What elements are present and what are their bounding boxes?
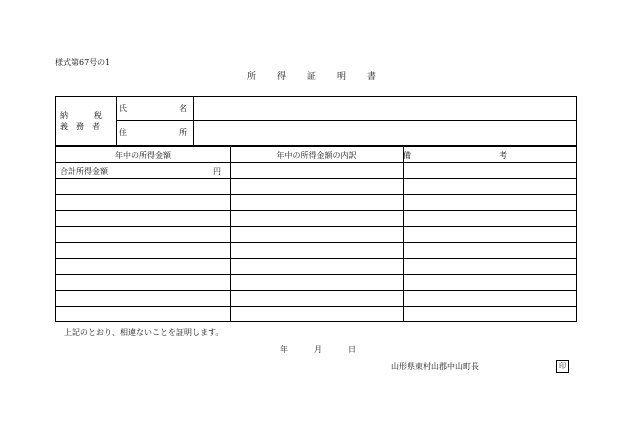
table-row [56, 306, 576, 307]
divider [116, 120, 576, 121]
name-label: 氏名 [119, 104, 239, 113]
taxpayer-label-line1: 納税 [60, 111, 128, 120]
seal-stamp: 印 [556, 360, 569, 373]
address-label: 住所 [119, 128, 239, 137]
column-header-remarks: 備考 [403, 151, 595, 160]
document-title: 所得証明書 [247, 72, 398, 82]
date-line: 年月日 [280, 345, 382, 354]
column-divider [403, 147, 404, 321]
divider [116, 97, 117, 145]
certification-text: 上記のとおり、相違ないことを証明します。 [64, 328, 224, 337]
column-header-income: 年中の所得金額 [115, 151, 171, 160]
issuer-name: 山形県東村山郡中山町長 [391, 362, 479, 371]
table-row [56, 242, 576, 243]
taxpayer-label-line2: 義務者 [60, 122, 108, 131]
table-row [56, 290, 576, 291]
table-row [56, 258, 576, 259]
taxpayer-box [55, 96, 577, 146]
total-income-label: 合計所得金額 [60, 167, 108, 176]
table-row [56, 274, 576, 275]
form-number: 様式第67号の1 [55, 58, 111, 67]
table-row [56, 194, 576, 195]
table-row [56, 162, 576, 163]
column-header-breakdown: 年中の所得金額の内訳 [276, 151, 357, 160]
table-row [56, 178, 576, 179]
table-row [56, 226, 576, 227]
income-table [55, 146, 595, 322]
yen-unit: 円 [213, 167, 221, 176]
column-divider [230, 147, 231, 321]
table-row [56, 210, 576, 211]
